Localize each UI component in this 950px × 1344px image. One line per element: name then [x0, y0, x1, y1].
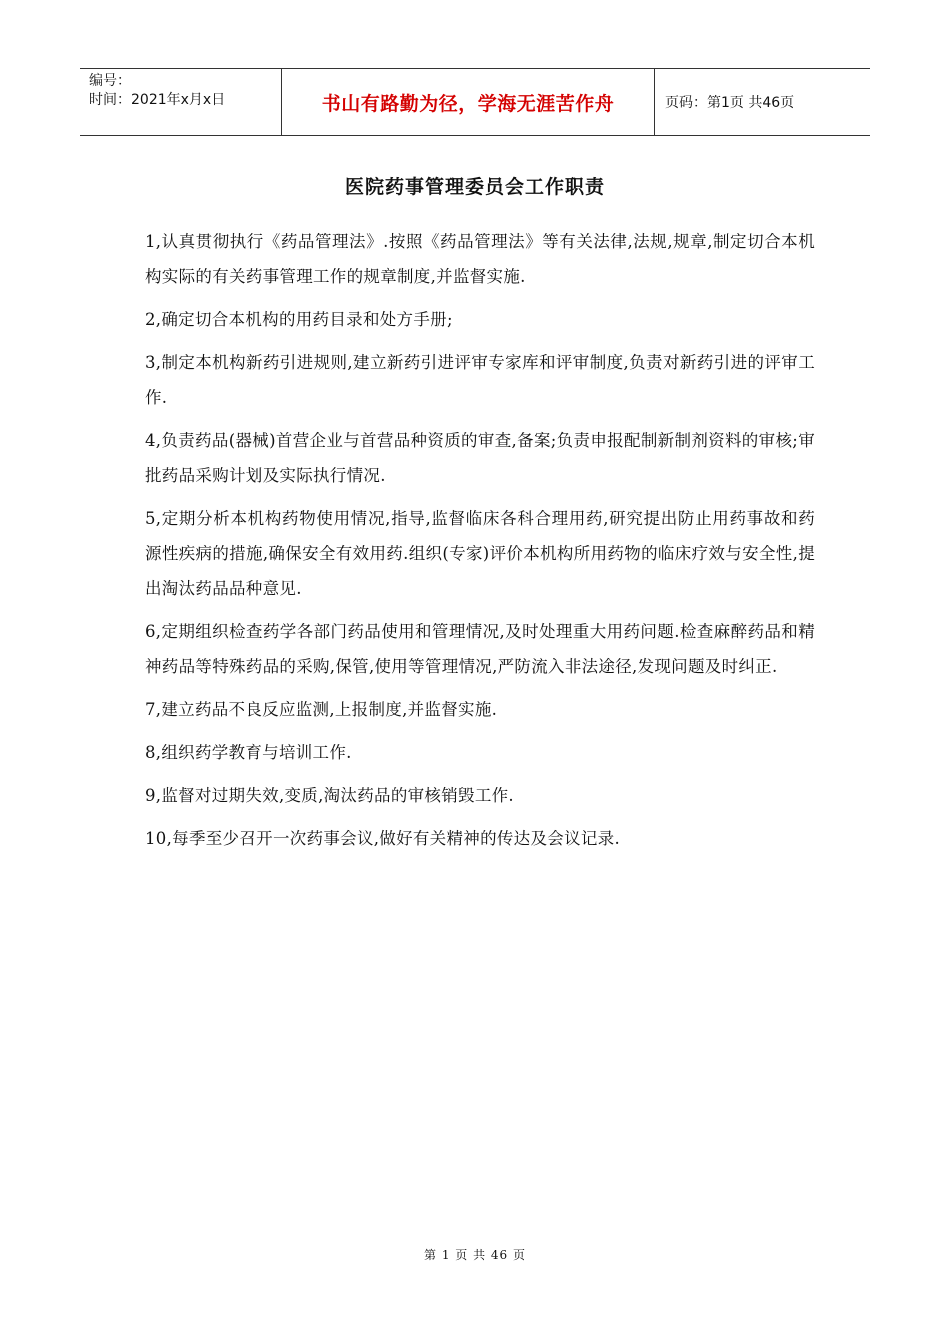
document-body — [145, 224, 815, 864]
list-item: 10,每季至少召开一次药事会议,做好有关精神的传达及会议记录. — [145, 829, 621, 848]
list-item: 2,确定切合本机构的用药目录和处方手册; — [145, 310, 453, 329]
header-motto: 书山有路勤为径，学海无涯苦作舟 — [282, 69, 655, 135]
list-item: 1,认真贯彻执行《药品管理法》.按照《药品管理法》等有关法律,法规,规章,制定切合本机构实际的有关药事管理工作的规章制度,并监督实施. — [145, 232, 815, 286]
list-item: 4,负责药品(器械)首营企业与首营品种资质的审查,备案;负责申报配制新制剂资料的审核;审批药品采购计划及实际执行情况. — [145, 431, 815, 485]
page-footer: 第 1 页 共 46 页 — [424, 1248, 526, 1262]
number-label: 编号： — [89, 73, 131, 89]
list-item: 8,组织药学教育与培训工作. — [145, 743, 352, 762]
header-page-info: 页码：第1页 共46页 — [665, 95, 795, 111]
list-item: 5,定期分析本机构药物使用情况,指导,监督临床各科合理用药,研究提出防止用药事故和药源性疾病的措施,确保安全有效用药.组织(专家)评价本机构所用药物的临床疗效与安全性,提出淘汰药品品种意见. — [145, 509, 815, 598]
header-table — [80, 68, 870, 136]
list-item: 3,制定本机构新药引进规则,建立新药引进评审专家库和评审制度,负责对新药引进的评审工作. — [145, 353, 815, 407]
document-title: 医院药事管理委员会工作职责 — [344, 176, 605, 198]
header-left-cell — [80, 69, 282, 135]
list-item: 9,监督对过期失效,变质,淘汰药品的审核销毁工作. — [145, 786, 514, 805]
list-item: 7,建立药品不良反应监测,上报制度,并监督实施. — [145, 700, 498, 719]
list-item: 6,定期组织检查药学各部门药品使用和管理情况,及时处理重大用药问题.检查麻醉药品和精神药品等特殊药品的采购,保管,使用等管理情况,严防流入非法途径,发现问题及时纠正. — [145, 622, 815, 676]
date-label: 时间：2021年x月x日 — [89, 92, 226, 108]
